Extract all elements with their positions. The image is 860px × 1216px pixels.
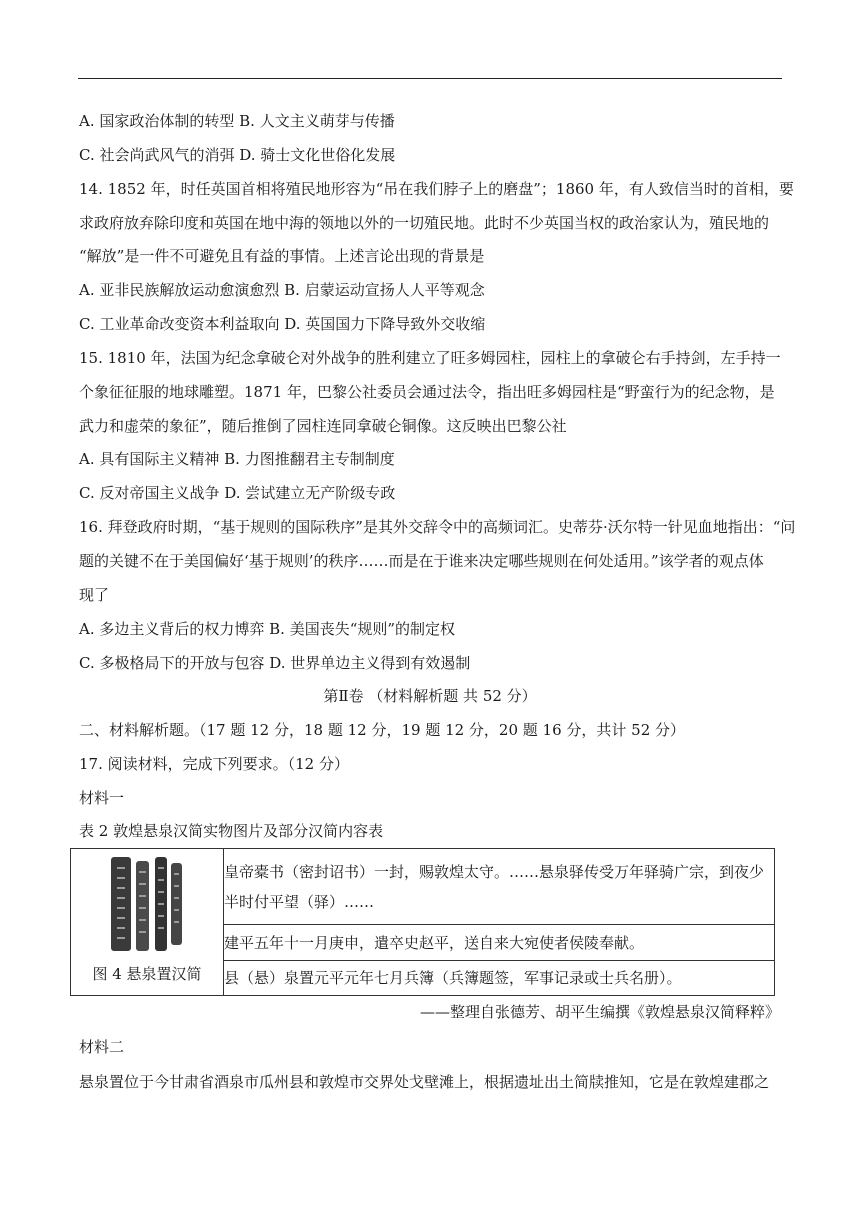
q15-options-ab: A. 具有国际主义精神 B. 力图推翻君主专制制度 (79, 450, 395, 468)
q14-options-ab: A. 亚非民族解放运动愈演愈烈 B. 启蒙运动宣扬人人平等观念 (79, 281, 485, 299)
q14-options-cd: C. 工业革命改变资本利益取向 D. 英国国力下降导致外交收缩 (79, 315, 486, 333)
q16-line-1: 16. 拜登政府时期，“基于规则的国际秩序”是其外交辞令中的高频词汇。史蒂芬·沃尔特一针见血地指出：“问 (79, 518, 796, 536)
q13-options-ab: A. 国家政治体制的转型 B. 人文主义萌芽与传播 (79, 112, 395, 130)
q16-line-2: 题的关键不在于美国偏好‘基于规则’的秩序……而是在于谁来决定哪些规则在何处适用。”该学者的观点体 (79, 552, 764, 570)
table-title: 表 2 敦煌悬泉汉简实物图片及部分汉简内容表 (79, 822, 384, 840)
q13-options-cd: C. 社会尚武风气的消弭 D. 骑士文化世俗化发展 (79, 146, 396, 164)
material-1-label: 材料一 (79, 789, 125, 807)
q15-line-3: 武力和虚荣的象征”，随后推倒了园柱连同拿破仑铜像。这反映出巴黎公社 (79, 417, 567, 435)
q16-line-3: 现了 (79, 586, 110, 604)
q16-options-ab: A. 多边主义背后的权力博弈 B. 美国丧失“规则”的制定权 (79, 620, 456, 638)
source-note: ——整理自张德芳、胡平生编撰《敦煌悬泉汉简释粹》 (419, 1003, 780, 1021)
q15-line-2: 个象征征服的地球雕塑。1871 年，巴黎公社委员会通过法令，指出旺多姆园柱是“野蛮行为的纪念物，是 (79, 383, 775, 401)
section-heading: 二、材料解析题。（17 题 12 分，18 题 12 分，19 题 12 分，20 题 16 分，共计 52 分） (79, 721, 686, 739)
material-2-label: 材料二 (79, 1038, 125, 1056)
q15-line-1: 15. 1810 年，法国为纪念拿破仑对外战争的胜利建立了旺多姆园柱，园柱上的拿破仑右手持剑，左手持一 (79, 349, 781, 367)
q15-options-cd: C. 反对帝国主义战争 D. 尝试建立无产阶级专政 (79, 484, 396, 502)
table-row-2: 建平五年十一月庚申，遣卒史赵平，送自来大宛使者侯陵奉献。 (224, 925, 775, 960)
header-rule (78, 78, 782, 79)
table-row-3: 县（悬）泉置元平元年七月兵簿（兵簿题签，军事记录或士兵名册）。 (224, 960, 775, 995)
q14-line-1: 14. 1852 年，时任英国首相将殖民地形容为“吊在我们脖子上的磨盘”；1860 年，有人致信当时的首相，要 (79, 180, 794, 198)
material-2-text: 悬泉置位于今甘肃省酒泉市瓜州县和敦煌市交界处戈壁滩上，根据遗址出土简牍推知，它是在敦煌建郡之 (79, 1073, 770, 1091)
q16-options-cd: C. 多极格局下的开放与包容 D. 世界单边主义得到有效遏制 (79, 654, 471, 672)
figure-caption: 图 4 悬泉置汉简 (92, 965, 202, 983)
question-17: 17. 阅读材料，完成下列要求。（12 分） (79, 755, 349, 773)
q14-line-3: “解放”是一件不可避免且有益的事情。上述言论出现的背景是 (79, 247, 485, 265)
figure-cell (71, 849, 224, 996)
table-row-1: 皇帝橐书（密封诏书）一封，赐敦煌太守。……悬泉驿传受万年驿骑广宗，到夜少半时付平望（驿）…… (224, 849, 775, 925)
hanjian-table (70, 848, 775, 996)
section-title: 第Ⅱ卷 （材料解析题 共 52 分） (323, 687, 537, 705)
bamboo-slips-image (109, 855, 185, 953)
q14-line-2: 求政府放弃除印度和英国在地中海的领地以外的一切殖民地。此时不少英国当权的政治家认为，殖民地的 (79, 214, 770, 232)
